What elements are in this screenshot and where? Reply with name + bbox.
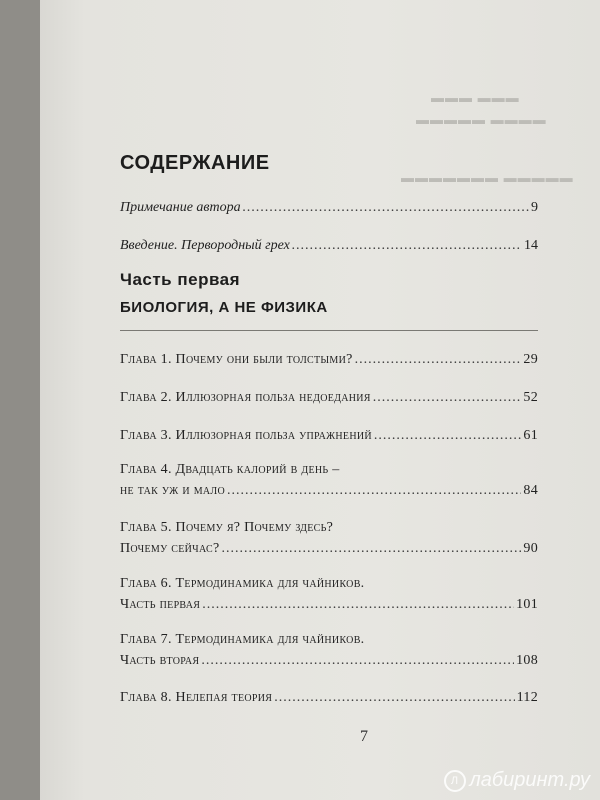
entry-title: Глава 3. Иллюзорная польза упражнений [120,428,372,443]
toc-entry-chapter-3 [120,428,538,444]
toc-entry-chapter-4 [120,462,538,499]
table-of-contents [120,0,560,800]
toc-entry-chapter-8 [120,690,538,706]
toc-entry-introduction [120,238,538,254]
book-page [40,0,600,800]
page-number: 7 [360,728,368,745]
watermark-text: лабиринт.ру [469,769,590,791]
leader-dots [274,690,514,706]
entry-title: Примечание автора [120,200,241,215]
leader-dots [202,597,514,613]
entry-title: Глава 8. Нелепая теория [120,690,273,705]
entry-title-line-1: Глава 5. Почему я? Почему здесь? [120,520,334,535]
entry-title-line-1: Глава 6. Термодинамика для чайников. [120,576,365,591]
entry-title-line-1: Глава 4. Двадцать калорий в день – [120,462,340,477]
part-subtitle: БИОЛОГИЯ, А НЕ ФИЗИКА [120,299,328,316]
leader-dots [355,352,522,368]
toc-entry-chapter-2 [120,390,538,406]
toc-entry-chapter-7 [120,632,538,669]
entry-title: Глава 1. Почему они были толстыми? [120,352,353,367]
divider [120,330,538,331]
entry-page: 90 [523,541,538,556]
leader-dots [243,200,529,216]
toc-entry-chapter-6 [120,576,538,613]
toc-entry-chapter-5 [120,520,538,557]
entry-page: 112 [516,690,538,705]
entry-title-line-1: Глава 7. Термодинамика для чайников. [120,632,365,647]
entry-page: 101 [516,597,538,612]
toc-title: СОДЕРЖАНИЕ [120,152,270,174]
entry-title: Глава 2. Иллюзорная польза недоедания [120,390,371,405]
part-label: Часть первая [120,270,241,289]
leader-dots [227,483,521,499]
bleed-through-text: ▬▬▬▬▬ ▬▬▬▬▬▬▬ [400,170,573,185]
bleed-through-text: ▬▬▬▬ ▬▬▬▬▬ [415,112,546,127]
entry-page: 52 [523,390,538,405]
entry-page: 29 [523,352,538,367]
entry-page: 14 [524,238,538,253]
bleed-through-text: ▬▬▬ ▬▬▬ [430,90,519,105]
toc-entry-chapter-1 [120,352,538,368]
entry-page: 61 [523,428,538,443]
entry-title-line-2: Почему сейчас? [120,541,220,556]
leader-dots [201,653,514,669]
leader-dots [374,428,521,444]
entry-page: 9 [531,200,538,215]
leader-dots [221,541,521,557]
labirint-logo-icon: Л [444,770,466,792]
entry-title-line-2: Часть первая [120,597,201,612]
entry-title-line-2: Часть вторая [120,653,200,668]
leader-dots [373,390,522,406]
entry-title-line-2: не так уж и мало [120,483,226,498]
leader-dots [292,238,522,254]
entry-title: Введение. Первородный грех [120,238,290,253]
entry-page: 84 [523,483,538,498]
store-watermark [444,769,590,792]
entry-page: 108 [516,653,538,668]
toc-entry-author-note [120,200,538,216]
